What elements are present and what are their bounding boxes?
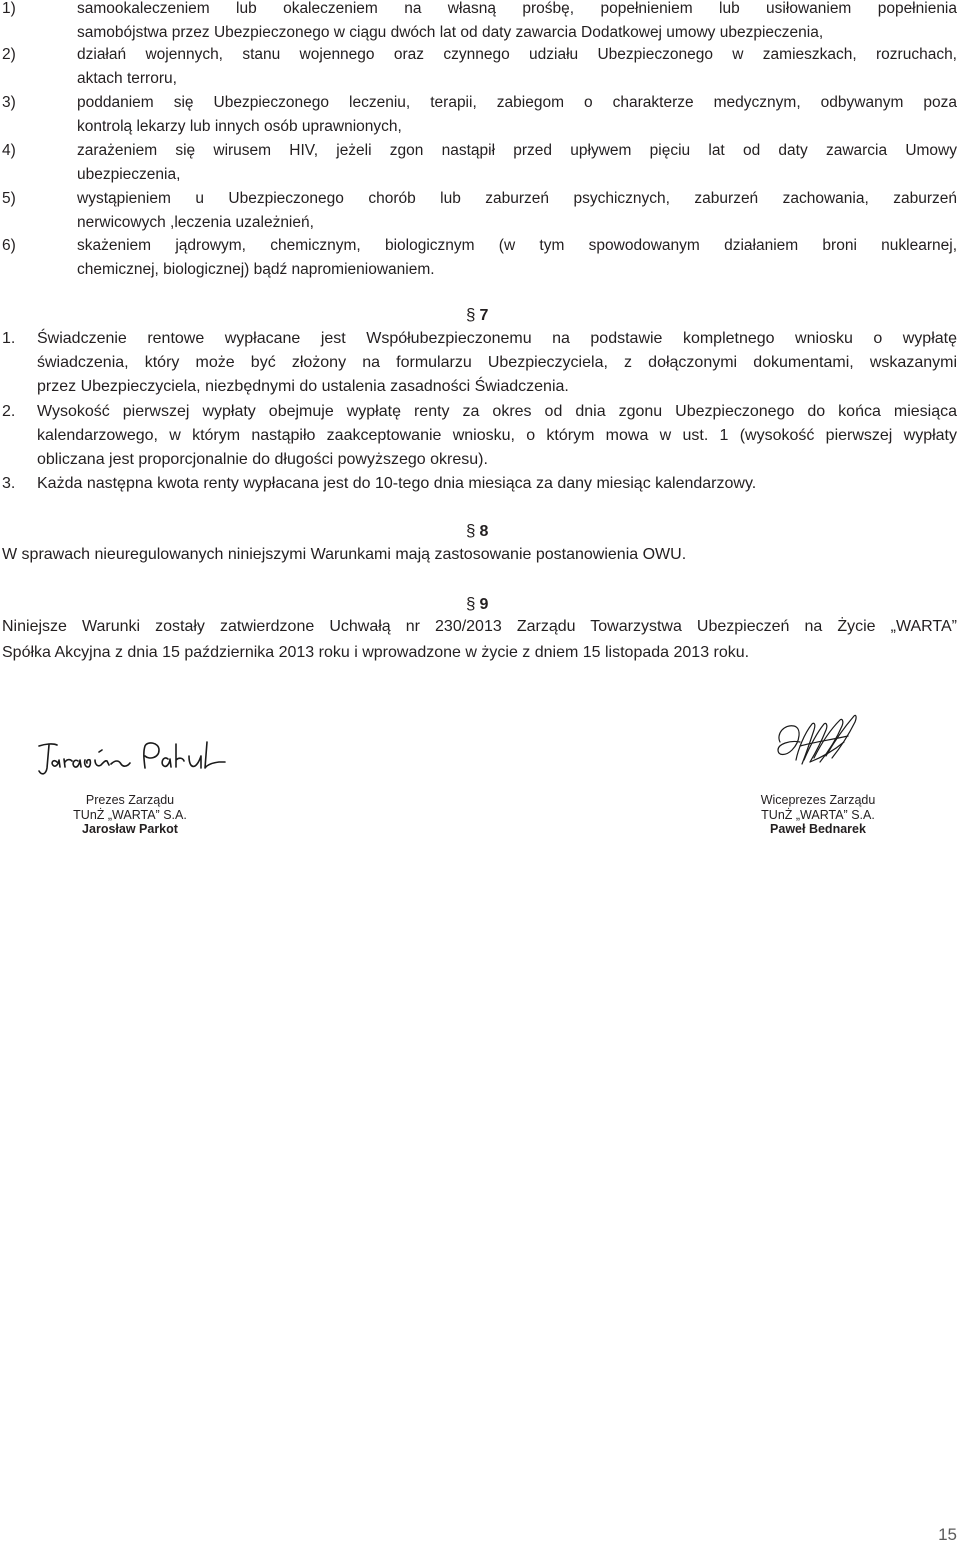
text-line: świadczenia, który może być złożony na formularzu Ubezpieczyciela, z dołączonymi dokumentami, wskazanymi xyxy=(37,354,957,371)
list-number: 1) xyxy=(2,0,16,17)
list-text xyxy=(77,91,957,139)
text-line: kalendarzowego, w którym nastąpiło zaakceptowanie wniosku, o którym mowa w ust. 1 (wysokość pierwszej wypłaty xyxy=(37,427,957,444)
section-symbol: § xyxy=(466,305,476,324)
signature-block-right xyxy=(718,793,918,837)
text-line: Każda następna kwota renty wypłacana jest do 10-tego dnia miesiąca za dany miesiąc kalendarzowy. xyxy=(37,475,757,492)
list-number: 5) xyxy=(2,190,16,207)
section-7-heading xyxy=(466,305,488,325)
list-number: 4) xyxy=(2,142,16,159)
list-text xyxy=(37,400,957,472)
text-line: poddaniem się Ubezpieczonego leczeniu, terapii, zabiegom o charakterze medycznym, odbywanym poza xyxy=(77,94,957,111)
signature-block-left xyxy=(30,793,230,837)
section-number: 8 xyxy=(479,523,489,540)
section-8-text: W sprawach nieuregulowanych niniejszymi Warunkami mają zastosowanie postanowienia OWU. xyxy=(2,546,687,563)
signatory-name: Jarosław Parkot xyxy=(82,822,178,836)
signatory-company: TUnŻ „WARTA” S.A. xyxy=(761,807,875,822)
list-number: 2. xyxy=(2,403,16,420)
list-text xyxy=(77,43,957,91)
list-text xyxy=(77,187,957,235)
text-line: Świadczenie rentowe wypłacane jest Współubezpieczonemu na podstawie kompletnego wniosku o wypłatę xyxy=(37,330,957,347)
text-line: działań wojennych, stanu wojennego oraz czynnego udziału Ubezpieczonego w zamieszkach, rozruchach, xyxy=(77,46,957,63)
signatory-company: TUnŻ „WARTA” S.A. xyxy=(73,807,187,822)
list-number: 1. xyxy=(2,330,16,347)
list-text xyxy=(77,139,957,187)
list-number: 2) xyxy=(2,46,16,63)
section-number: 7 xyxy=(479,307,489,324)
signatory-role: Prezes Zarządu xyxy=(85,793,175,807)
section-9-heading xyxy=(466,594,488,614)
list-number: 3) xyxy=(2,94,16,111)
list-text xyxy=(77,234,957,282)
text-line: Wysokość pierwszej wypłaty obejmuje wypłatę renty za okres od dnia zgonu Ubezpieczonego do końca miesiąca xyxy=(37,403,957,420)
list-text xyxy=(37,327,957,399)
text-line: ubezpieczenia, xyxy=(77,166,181,183)
list-text xyxy=(37,472,957,496)
section-9-text xyxy=(2,614,957,666)
page-number: 15 xyxy=(938,1525,957,1544)
text-line: chemicznej, biologicznej) bądź napromieniowaniem. xyxy=(77,261,435,278)
text-line: samobójstwa przez Ubezpieczonego w ciągu dwóch lat od daty zawarcia Dodatkowej umowy ubezpieczenia, xyxy=(77,24,824,41)
text-line: Niniejsze Warunki zostały zatwierdzone Uchwałą nr 230/2013 Zarządu Towarzystwa Ubezpieczeń na Życie „WARTA” xyxy=(2,618,957,635)
list-text xyxy=(77,0,957,45)
signatory-role: Wiceprezes Zarządu xyxy=(760,793,876,807)
text-line: przez Ubezpieczyciela, niezbędnymi do ustalenia zasadności Świadczenia. xyxy=(37,378,569,395)
text-line: aktach terroru, xyxy=(77,70,177,87)
section-symbol: § xyxy=(466,594,476,613)
text-line: skażeniem jądrowym, chemicznym, biologicznym (w tym spowodowanym działaniem broni nuklearnej, xyxy=(77,237,957,254)
handwritten-signature-left xyxy=(35,738,230,788)
text-line: obliczana jest proporcjonalnie do długości powyższego okresu). xyxy=(37,451,488,468)
section-8-heading xyxy=(466,521,488,541)
text-line: kontrolą lekarzy lub innych osób uprawnionych, xyxy=(77,118,402,135)
text-line: samookaleczeniem lub okaleczeniem na własną prośbę, popełnieniem lub usiłowaniem popełnienia xyxy=(77,0,957,17)
text-line: nerwicowych ,leczenia uzależnień, xyxy=(77,214,314,231)
list-number: 6) xyxy=(2,237,16,254)
text-line: zarażeniem się wirusem HIV, jeżeli zgon nastąpił przed upływem pięciu lat od daty zawarcia Umowy xyxy=(77,142,957,159)
signatory-name: Paweł Bednarek xyxy=(770,822,866,836)
section-number: 9 xyxy=(479,596,489,613)
text-line: wystąpieniem u Ubezpieczonego chorób lub zaburzeń psychicznych, zaburzeń zachowania, zaburzeń xyxy=(77,190,957,207)
list-number: 3. xyxy=(2,475,16,492)
text-line: Spółka Akcyjna z dnia 15 października 2013 roku i wprowadzone w życie z dniem 15 listopada 2013 roku. xyxy=(2,644,750,661)
section-symbol: § xyxy=(466,521,476,540)
handwritten-signature-right xyxy=(770,712,870,772)
